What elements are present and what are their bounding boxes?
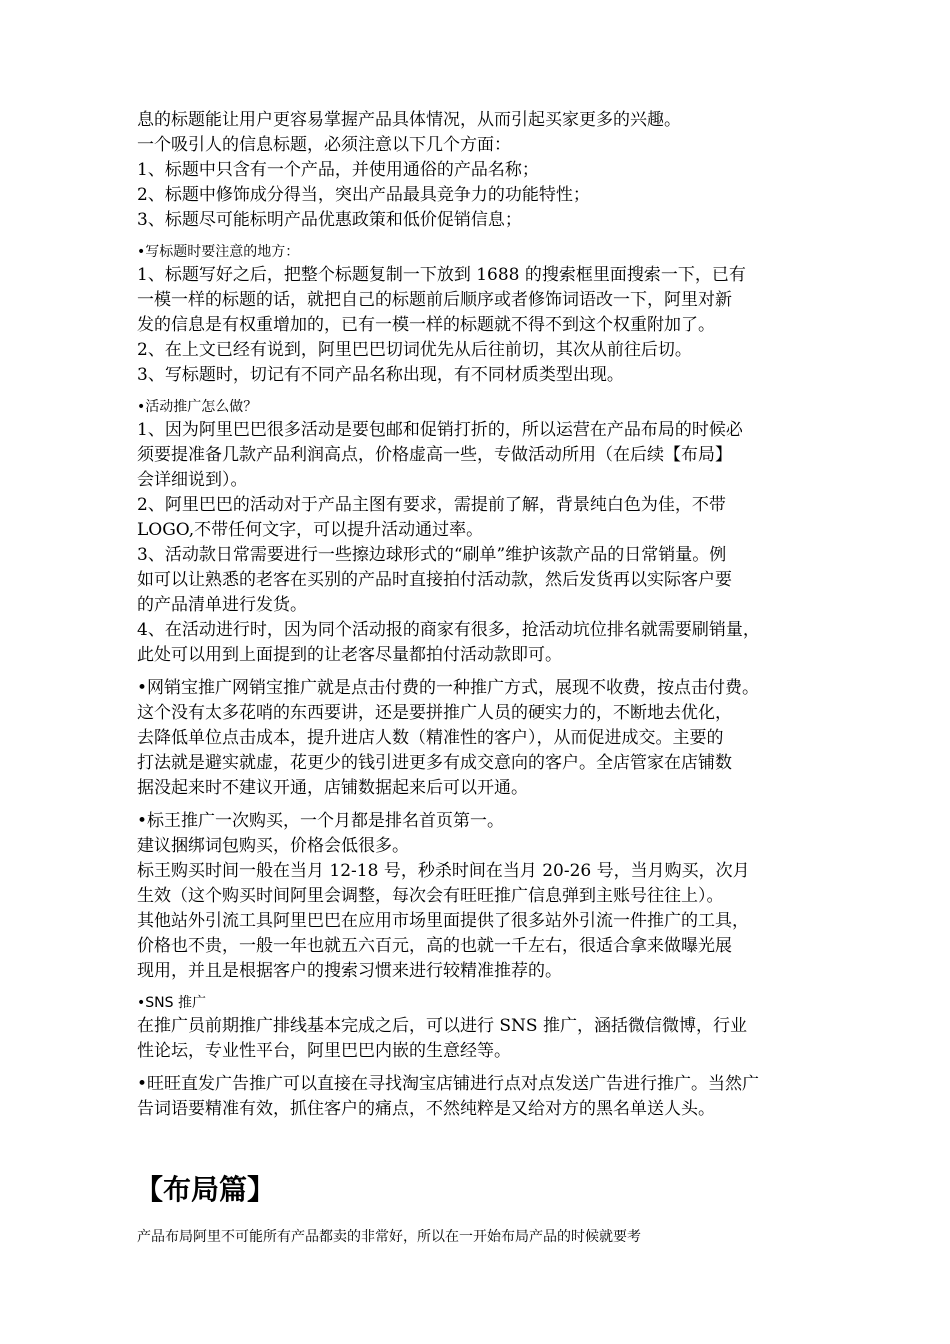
paragraph-line: 生效（这个购买时间阿里会调整，每次会有旺旺推广信息弹到主账号往往上）。 — [137, 886, 724, 906]
paragraph-line: •标王推广一次购买，一个月都是排名首页第一。 — [137, 811, 505, 831]
paragraph-line: 性论坛，专业性平台，阿里巴巴内嵌的生意经等。 — [137, 1041, 511, 1061]
paragraph-line: 的产品清单进行发货。 — [137, 595, 307, 615]
chapter-heading-layout: 【布局篇】 — [135, 1173, 276, 1206]
paragraph-line: •旺旺直发广告推广可以直接在寻找淘宝店铺进行点对点发送广告进行推广。当然广 — [137, 1074, 760, 1094]
paragraph-line: 这个没有太多花哨的东西要讲，还是要拼推广人员的硬实力的，不断地去优化， — [137, 703, 732, 723]
section-activity — [137, 418, 837, 668]
paragraph-line: 建议捆绑词包购买，价格会低很多。 — [137, 836, 409, 856]
subheading-activity: •活动推广怎么做？ — [137, 399, 258, 415]
list-item: 1、因为阿里巴巴很多活动是要包邮和促销打折的，所以运营在产品布局的时候必 — [137, 420, 743, 440]
list-item: 3、活动款日常需要进行一些擦边球形式的“刷单”维护该款产品的日常销量。例 — [137, 545, 727, 565]
paragraph-line: •网销宝推广网销宝推广就是点击付费的一种推广方式，展现不收费，按点击付费。 — [137, 678, 760, 698]
list-item: 2、在上文已经有说到，阿里巴巴切词优先从后往前切，其次从前往后切。 — [137, 340, 692, 360]
list-item: 1、标题写好之后，把整个标题复制一下放到 1688 的搜索框里面搜索一下，已有 — [137, 265, 746, 285]
paragraph-line: 其他站外引流工具阿里巴巴在应用市场里面提供了很多站外引流一件推广的工具， — [137, 911, 749, 931]
paragraph-line: 据没起来时不建议开通，店铺数据起来后可以开通。 — [137, 778, 528, 798]
paragraph-line: 发的信息是有权重增加的，已有一模一样的标题就不得不到这个权重附加了。 — [137, 315, 715, 335]
list-item: 4、在活动进行时，因为同个活动报的商家有很多，抢活动坑位排名就需要刷销量， — [137, 620, 760, 640]
section-wangwang — [137, 1072, 837, 1122]
section-biaowang — [137, 809, 837, 984]
section-sns — [137, 1014, 837, 1064]
paragraph-line: 会详细说到）。 — [137, 470, 248, 490]
paragraph-line: 告词语要精准有效，抓住客户的痛点，不然纯粹是又给对方的黑名单送人头。 — [137, 1099, 715, 1119]
paragraph-line: 如可以让熟悉的老客在买别的产品时直接拍付活动款，然后发货再以实际客户要 — [137, 570, 732, 590]
subheading-sns: •SNS 推广 — [137, 995, 206, 1011]
list-item: 2、标题中修饰成分得当，突出产品最具竞争力的功能特性； — [137, 185, 590, 205]
paragraph-line: 打法就是避实就虚，花更少的钱引进更多有成交意向的客户。全店管家在店铺数 — [137, 753, 732, 773]
paragraph-line: 息的标题能让用户更容易掌握产品具体情况，从而引起买家更多的兴趣。 — [137, 110, 681, 130]
paragraph-line: 一个吸引人的信息标题，必须注意以下几个方面： — [137, 135, 511, 155]
paragraph-line: 去降低单位点击成本，提升进店人数（精准性的客户），从而促进成交。主要的 — [137, 728, 724, 748]
section-title-notes — [137, 263, 837, 388]
list-item: 3、标题尽可能标明产品优惠政策和低价促销信息； — [137, 210, 522, 230]
paragraph-line: 标王购买时间一般在当月 12-18 号，秒杀时间在当月 20-26 号，当月购买，次月 — [137, 861, 750, 881]
document-page — [137, 108, 837, 1248]
list-item: 1、标题中只含有一个产品，并使用通俗的产品名称； — [137, 160, 539, 180]
subheading-title-notes: •写标题时要注意的地方： — [137, 244, 300, 260]
list-item: 3、写标题时，切记有不同产品名称出现，有不同材质类型出现。 — [137, 365, 624, 385]
paragraph-line: LOGO,不带任何文字，可以提升活动通过率。 — [137, 520, 484, 540]
paragraph-line: 须要提准备几款产品利润高点，价格虚高一些，专做活动所用（在后续【布局】 — [137, 445, 732, 465]
paragraph-line: 产品布局阿里不可能所有产品都卖的非常好，所以在一开始布局产品的时候就要考 — [137, 1229, 641, 1245]
section-title-tips — [137, 108, 837, 233]
paragraph-line: 此处可以用到上面提到的让老客尽量都拍付活动款即可。 — [137, 645, 562, 665]
paragraph-line: 一模一样的标题的话，就把自己的标题前后顺序或者修饰词语改一下，阿里对新 — [137, 290, 732, 310]
paragraph-line: 价格也不贵，一般一年也就五六百元，高的也就一千左右，很适合拿来做曝光展 — [137, 936, 732, 956]
list-item: 2、阿里巴巴的活动对于产品主图有要求，需提前了解，背景纯白色为佳，不带 — [137, 495, 726, 515]
paragraph-line: 在推广员前期推广排线基本完成之后，可以进行 SNS 推广，涵括微信微博，行业 — [137, 1016, 747, 1036]
paragraph-line: 现用，并且是根据客户的搜索习惯来进行较精准推荐的。 — [137, 961, 562, 981]
section-wangxiaobao — [137, 676, 837, 801]
